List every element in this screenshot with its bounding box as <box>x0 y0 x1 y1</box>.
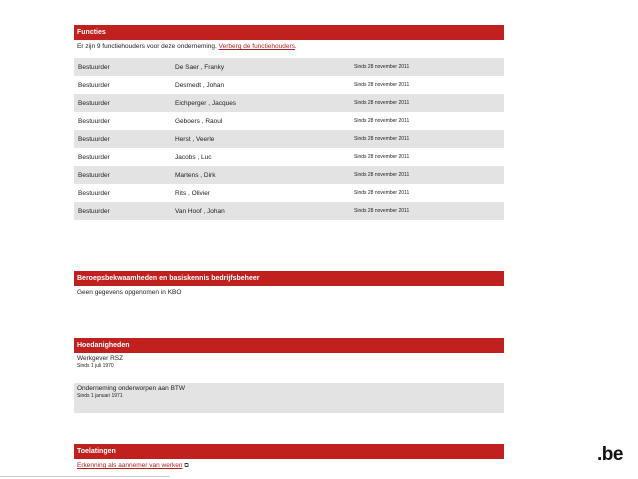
functiehouder-row <box>74 130 504 148</box>
functiehouder-role: Bestuurder <box>74 166 171 184</box>
functies-header: Functies <box>74 25 504 40</box>
functiehouder-since: Sinds 28 november 2011 <box>350 184 504 202</box>
functiehouder-name: Jacobs , Luc <box>171 148 350 166</box>
functiehouder-since: Sinds 28 november 2011 <box>350 58 504 76</box>
functiehouder-role: Bestuurder <box>74 148 171 166</box>
external-link-icon: ⧉ <box>184 463 189 469</box>
functiehouder-name: Van Hoof , Johan <box>171 202 350 220</box>
beroeps-text: Geen gegevens opgenomen in KBO <box>77 289 182 296</box>
bottom-divider <box>0 476 170 477</box>
functiehouder-role: Bestuurder <box>74 58 171 76</box>
functiehouder-role: Bestuurder <box>74 76 171 94</box>
functiehouder-since: Sinds 28 november 2011 <box>350 94 504 112</box>
hoedanigheid-item <box>74 353 504 383</box>
functiehouder-row <box>74 76 504 94</box>
hoedanigheden-section <box>74 338 504 413</box>
functiehouder-since: Sinds 28 november 2011 <box>350 166 504 184</box>
toelatingen-line <box>74 459 504 473</box>
functiehouder-name: Rits , Olivier <box>171 184 350 202</box>
functiehouder-row <box>74 112 504 130</box>
functies-intro-line <box>74 40 504 53</box>
functiehouder-name: Geboers , Raoul <box>171 112 350 130</box>
toelatingen-header: Toelatingen <box>74 444 504 459</box>
functiehouder-row <box>74 202 504 220</box>
functiehouder-row <box>74 94 504 112</box>
functiehouder-name: Martens , Dirk <box>171 166 350 184</box>
functiehouders-table <box>74 58 504 220</box>
functiehouder-since: Sinds 28 november 2011 <box>350 148 504 166</box>
functiehouder-row <box>74 184 504 202</box>
functiehouder-role: Bestuurder <box>74 94 171 112</box>
functiehouder-role: Bestuurder <box>74 202 171 220</box>
functiehouder-row <box>74 58 504 76</box>
intro-suffix: . <box>294 43 297 50</box>
functiehouder-since: Sinds 28 november 2011 <box>350 130 504 148</box>
toelatingen-section <box>74 444 504 473</box>
hoedanigheden-header: Hoedanigheden <box>74 338 504 353</box>
functiehouder-name: Herst , Veerle <box>171 130 350 148</box>
functiehouder-role: Bestuurder <box>74 130 171 148</box>
functiehouder-name: Eichperger , Jacques <box>171 94 350 112</box>
hoedanigheid-since: Sinds 1 januari 1971 <box>77 393 123 399</box>
hoedanigheid-label: Werkgever RSZ <box>77 355 124 362</box>
be-logo: .be <box>597 444 623 465</box>
hoedanigheid-since: Sinds 1 juli 1970 <box>77 363 114 369</box>
functiehouder-name: Desmedt , Johan <box>171 76 350 94</box>
functies-intro: Er zijn 9 functiehouders voor deze onderneming. <box>77 43 217 50</box>
erkenning-link[interactable]: Erkenning als aannemer van werken <box>77 462 183 469</box>
hide-functiehouders-link[interactable]: Verberg de functiehouders <box>218 43 295 50</box>
functiehouder-since: Sinds 28 november 2011 <box>350 202 504 220</box>
functiehouder-since: Sinds 28 november 2011 <box>350 76 504 94</box>
functiehouder-since: Sinds 28 november 2011 <box>350 112 504 130</box>
beroeps-section <box>74 271 504 299</box>
functiehouder-row <box>74 148 504 166</box>
hoedanigheid-item <box>74 383 504 413</box>
functiehouder-role: Bestuurder <box>74 184 171 202</box>
beroeps-header: Beroepsbekwaamheden en basiskennis bedrijfsbeheer <box>74 271 504 286</box>
functies-section <box>74 25 504 220</box>
functiehouder-name: De Saer , Franky <box>171 58 350 76</box>
hoedanigheid-label: Onderneming onderworpen aan BTW <box>77 385 186 392</box>
functiehouder-role: Bestuurder <box>74 112 171 130</box>
functiehouder-row <box>74 166 504 184</box>
